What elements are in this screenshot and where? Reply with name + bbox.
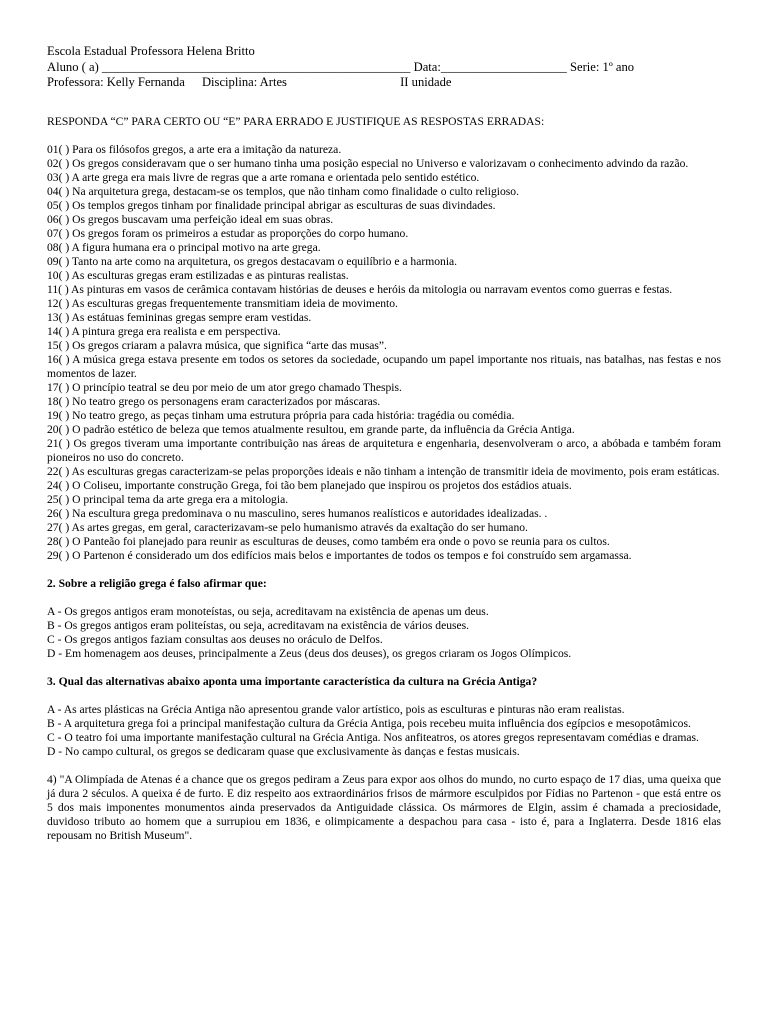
- document-header: [47, 44, 721, 91]
- student-line: [47, 60, 721, 76]
- statement-item: 09( ) Tanto na arte como na arquitetura, os gregos destacavam o equilíbrio e a harmonia.: [47, 254, 458, 268]
- statement-item: 27( ) As artes gregas, em geral, caracterizavam-se pelo humanismo através da exaltação do ser humano.: [47, 520, 528, 534]
- statement-item: 21( ) Os gregos tiveram uma importante contribuição nas áreas de arquitetura e engenharia, desenvolveram o arco, a abóbada e também foram pioneiros no uso do concreto.: [47, 436, 721, 464]
- instruction-text: RESPONDA “C” PARA CERTO OU “E” PARA ERRADO E JUSTIFIQUE AS RESPOSTAS ERRADAS:: [47, 114, 545, 128]
- statement-item: 01( ) Para os filósofos gregos, a arte era a imitação da natureza.: [47, 142, 342, 156]
- option-item: B - Os gregos antigos eram politeístas, ou seja, acreditavam na existência de vários deuses.: [47, 618, 470, 632]
- question-3-options: [47, 703, 721, 759]
- statement-item: 05( ) Os templos gregos tinham por finalidade principal abrigar as esculturas de suas divindades.: [47, 198, 496, 212]
- statement-item: 10( ) As esculturas gregas eram estilizadas e as pinturas realistas.: [47, 268, 349, 282]
- option-item: C - O teatro foi uma importante manifestação cultural na Grécia Antiga. Nos anfiteatros, os atores gregos representavam comédias e dramas.: [47, 730, 699, 744]
- statement-item: 06( ) Os gregos buscavam uma perfeição ideal em suas obras.: [47, 212, 334, 226]
- option-item: A - As artes plásticas na Grécia Antiga não apresentou grande valor artístico, pois as esculturas e pinturas não eram realistas.: [47, 702, 625, 716]
- statement-item: 25( ) O principal tema da arte grega era a mitologia.: [47, 492, 289, 506]
- statement-item: 13( ) As estátuas femininas gregas sempre eram vestidas.: [47, 310, 312, 324]
- statement-item: 03( ) A arte grega era mais livre de regras que a arte romana e orientada pelo sentido estético.: [47, 170, 480, 184]
- unit: II unidade: [400, 75, 452, 89]
- school-name: Escola Estadual Professora Helena Britto: [47, 44, 255, 58]
- statement-item: 22( ) As esculturas gregas caracterizam-se pelas proporções ideais e não tinham a intenção de transmitir ideia de movimento, pois eram estáticas.: [47, 464, 720, 478]
- statement-item: 07( ) Os gregos foram os primeiros a estudar as proporções do corpo humano.: [47, 226, 409, 240]
- statement-item: 02( ) Os gregos consideravam que o ser humano tinha uma posição especial no Universo e valorizavam o conhecimento advindo da razão.: [47, 156, 689, 170]
- option-item: C - Os gregos antigos faziam consultas aos deuses no oráculo de Delfos.: [47, 632, 383, 646]
- date-field: Data:____________________: [413, 59, 567, 74]
- option-item: B - A arquitetura grega foi a principal manifestação cultura da Grécia Antiga, pois recebeu muita influência dos egípcios e mesopotâmicos.: [47, 716, 691, 730]
- statements-list: [47, 143, 721, 563]
- discipline: Disciplina: Artes: [201, 75, 287, 89]
- statement-item: 08( ) A figura humana era o principal motivo na arte grega.: [47, 240, 321, 254]
- statement-item: 18( ) No teatro grego os personagens eram caracterizados por máscaras.: [47, 394, 381, 408]
- statement-item: 19( ) No teatro grego, as peças tinham uma estrutura própria para cada história: tragédia ou comédia.: [47, 408, 515, 422]
- statement-item: 14( ) A pintura grega era realista e em perspectiva.: [47, 324, 281, 338]
- statement-item: 12( ) As esculturas gregas frequentemente transmitiam ideia de movimento.: [47, 296, 398, 310]
- statement-item: 29( ) O Partenon é considerado um dos edifícios mais belos e importantes de todos os tempos e foi construído sem argamassa.: [47, 548, 632, 562]
- question-2-title: 2. Sobre a religião grega é falso afirmar que:: [47, 576, 267, 590]
- option-item: D - Em homenagem aos deuses, principalmente a Zeus (deus dos deuses), os gregos criaram os Jogos Olímpicos.: [47, 646, 572, 660]
- option-item: A - Os gregos antigos eram monoteístas, ou seja, acreditavam na existência de apenas um deus.: [47, 604, 489, 618]
- statement-item: 26( ) Na escultura grega predominava o nu masculino, seres humanos realísticos e autoridades idealizadas. .: [47, 506, 548, 520]
- statement-item: 16( ) A música grega estava presente em todos os setores da sociedade, ocupando um papel importante nos rituais, nas batalhas, nas festas e nos momentos de lazer.: [47, 352, 721, 380]
- statement-item: 04( ) Na arquitetura grega, destacam-se os templos, que não tinham como finalidade o culto religioso.: [47, 184, 519, 198]
- question-3-title: 3. Qual das alternativas abaixo aponta uma importante característica da cultura na Grécia Antiga?: [47, 674, 538, 688]
- grade-field: Serie: 1º ano: [570, 59, 635, 74]
- statement-item: 17( ) O princípio teatral se deu por meio de um ator grego chamado Thespis.: [47, 380, 402, 394]
- statement-item: 28( ) O Panteão foi planejado para reunir as esculturas de deuses, como também era onde o povo se reunia para os cultos.: [47, 534, 610, 548]
- teacher-line: [47, 75, 721, 91]
- statement-item: 11( ) As pinturas em vasos de cerâmica contavam histórias de deuses e heróis da mitologia ou narravam eventos como guerras e festas.: [47, 282, 673, 296]
- statement-item: 24( ) O Coliseu, importante construção Grega, foi tão bem planejado que inspirou os projetos dos estádios atuais.: [47, 478, 572, 492]
- student-field: Aluno ( a) _________________________________________________: [47, 59, 411, 74]
- statement-item: 15( ) Os gregos criaram a palavra música, que significa “arte das musas”.: [47, 338, 387, 352]
- teacher-name: Professora: Kelly Fernanda: [47, 75, 185, 89]
- option-item: D - No campo cultural, os gregos se dedicaram quase que exclusivamente às danças e festas musicais.: [47, 744, 520, 758]
- statement-item: 20( ) O padrão estético de beleza que temos atualmente resultou, em grande parte, da influência da Grécia Antiga.: [47, 422, 575, 436]
- question-4-text: 4) "A Olimpíada de Atenas é a chance que os gregos pediram a Zeus para expor aos olhos do mundo, no curto espaço de 17 dias, uma queixa que já dura 2 séculos. A queixa é de furto. E diz respeito aos extraordinários frisos de mármore esculpidos por Fídias no Partenon - que está entre os 5 dos mais imponentes monumentos ainda preservados da Antiguidade clássica. Os mármores de Elgin, assim é chamada a preciosidade, duvidoso tributo ao homem que a surrupiou em 1836, e olimpicamente a despachou para casa - isto é, para a Inglaterra. Desde 1816 elas repousam no British Museum".: [47, 772, 721, 842]
- question-2-options: [47, 605, 721, 661]
